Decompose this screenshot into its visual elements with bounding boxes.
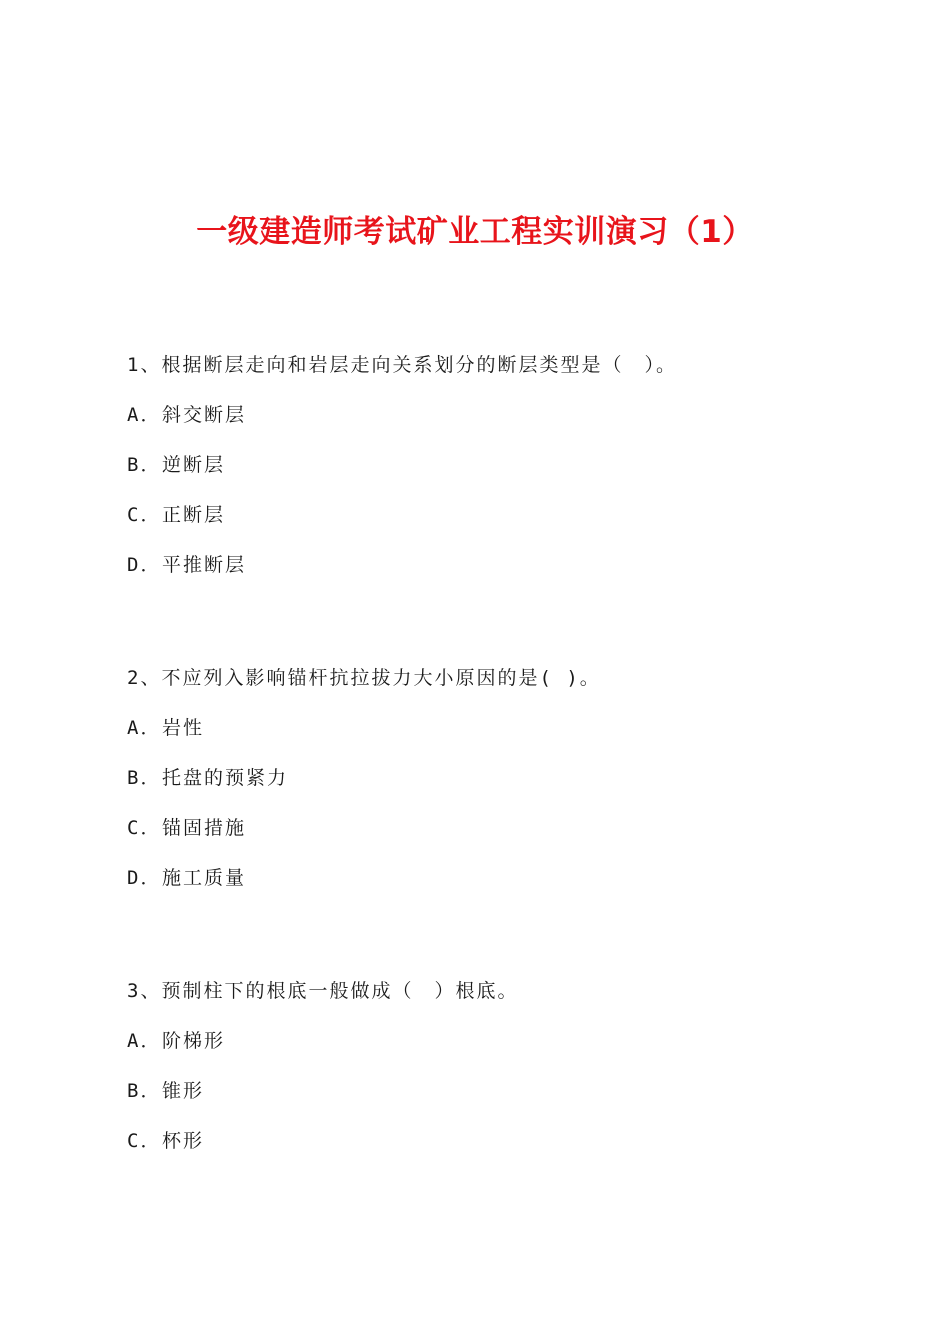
option-text: 岩性 <box>162 717 205 739</box>
option-text: 锚固措施 <box>162 817 247 839</box>
option-text: 斜交断层 <box>162 404 247 426</box>
option-text: 托盘的预紧力 <box>162 767 289 789</box>
option-letter: D． <box>127 554 162 576</box>
option-b <box>127 759 907 797</box>
option-text: 平推断层 <box>162 554 247 576</box>
option-b <box>127 446 907 484</box>
question-stem: 1、根据断层走向和岩层走向关系划分的断层类型是（ ）。 <box>127 354 677 376</box>
option-letter: B． <box>127 1080 162 1102</box>
option-text: 锥形 <box>162 1080 205 1102</box>
option-letter: A． <box>127 717 162 739</box>
option-letter: C． <box>127 1130 162 1152</box>
option-letter: B． <box>127 454 162 476</box>
option-b <box>127 1072 907 1110</box>
option-text: 正断层 <box>162 504 226 526</box>
option-text: 阶梯形 <box>162 1030 226 1052</box>
option-letter: B． <box>127 767 162 789</box>
option-letter: D． <box>127 867 162 889</box>
question-list <box>127 346 907 1235</box>
option-c <box>127 1122 907 1160</box>
question-2 <box>127 659 907 897</box>
question-stem: 3、预制柱下的根底一般做成（ ）根底。 <box>127 980 519 1002</box>
option-letter: C． <box>127 817 162 839</box>
question-stem: 2、不应列入影响锚杆抗拉拔力大小原因的是( )。 <box>127 667 601 689</box>
option-c <box>127 809 907 847</box>
option-text: 杯形 <box>162 1130 205 1152</box>
option-a <box>127 709 907 747</box>
option-a <box>127 1022 907 1060</box>
option-text: 施工质量 <box>162 867 247 889</box>
option-letter: A． <box>127 1030 162 1052</box>
option-d <box>127 546 907 584</box>
question-3 <box>127 972 907 1160</box>
option-c <box>127 496 907 534</box>
page-title: 一级建造师考试矿业工程实训演习（1） <box>196 214 754 250</box>
option-text: 逆断层 <box>162 454 226 476</box>
option-d <box>127 859 907 897</box>
option-letter: C． <box>127 504 162 526</box>
option-a <box>127 396 907 434</box>
question-1 <box>127 346 907 584</box>
option-letter: A． <box>127 404 162 426</box>
